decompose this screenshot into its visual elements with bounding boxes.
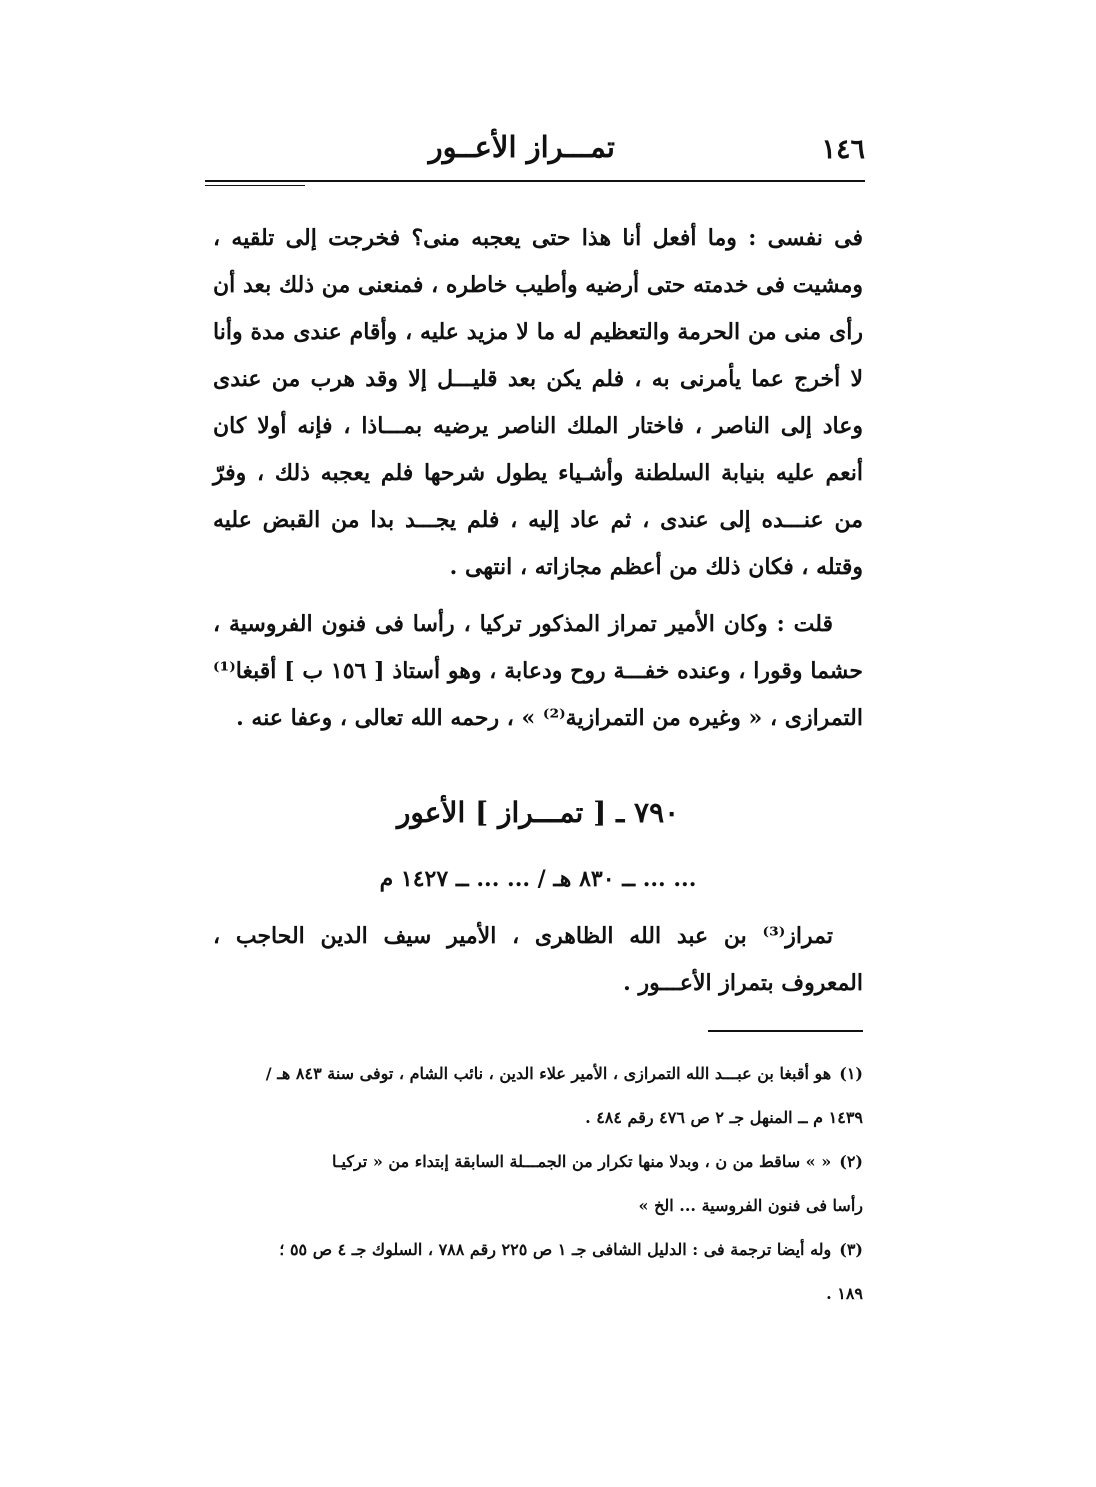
footnote-1 xyxy=(213,1052,863,1096)
footnote-3-continuation: ١٨٩ . xyxy=(826,1284,863,1303)
footnote-rule xyxy=(708,1030,863,1032)
entry-heading: ٧٩٠ ـ [ تمـــراز ] الأعور xyxy=(396,796,680,829)
entry-text: تمراز⁽³⁾ بن عبد الله الظاهرى ، الأمير سيف الدين الحاجب ، المعروف بتمراز الأعـــور . xyxy=(213,923,863,996)
paragraph-continuation: فى نفسى : وما أفعل أنا هذا حتى يعجبه منى؟ فخرجت إلى تلقيه ، ومشيت فى خدمته حتى أرضيه وأطيب خاطره ، فمنعنى من ذلك بعد أن رأى منى من الحرمة والتعظيم له ما لا مزيد عليه ، وأقام عندى مدة وأنا لا أخرج عما يأمرنى به ، فلم يكن بعد قليـــل إلا وقد هرب من عندى وعاد إلى الناصر ، فاختار الملك الناصر يرضيه بمـــاذا ، فإنه أولا كان أنعم عليه بنيابة السلطنة وأشـياء يطول شرحها فلم يعجبه ذلك ، وفرّ من عنـــده إلى عندى ، ثم عاد إليه ، فلم يجـــد بدا من القبض عليه وقتله ، فكان ذلك من أعظم مجازاته ، انتهى . xyxy=(213,225,863,580)
paragraph-commentary: قلت : وكان الأمير تمراز المذكور تركيا ، رأسا فى فنون الفروسية ، حشما وقورا ، وعنده خفـــة روح ودعابة ، وهو أستاذ [ ١٥٦ ب ] أقبغا⁽¹⁾ التمرازى ، « وغيره من التمرازية⁽²⁾ » ، رحمه الله تعالى ، وعفا عنه . xyxy=(213,611,864,731)
header-rule-accent xyxy=(205,185,305,186)
footnote-3 xyxy=(213,1228,863,1272)
footnote-text: « » ساقط من ن ، وبدلا منها تكرار من الجمـــلة السابقة إبتداء من « تركيـا xyxy=(331,1152,832,1171)
footnote-text: هو أقبغا بن عبـــد الله التمرازى ، الأمير علاء الدين ، نائب الشام ، توفى سنة ٨٤٣ هـ / xyxy=(265,1064,832,1083)
footnote-number: (٢) xyxy=(839,1152,863,1171)
footnote-number: (٣) xyxy=(839,1240,863,1259)
running-title: تمـــراز الأعــور xyxy=(428,130,615,164)
page-number: ١٤٦ xyxy=(821,134,865,165)
header-rule xyxy=(205,180,865,182)
footnote-text: وله أيضا ترجمة فى : الدليل الشافى جـ ١ ص ٢٢٥ رقم ٧٨٨ ، السلوك جـ ٤ ص ٥٥ ؛ xyxy=(279,1240,832,1259)
footnotes xyxy=(213,1052,863,1316)
footnote-2-continuation: رأسا فى فنون الفروسية ... الخ » xyxy=(638,1196,863,1215)
footnote-1-continuation: ١٤٣٩ م ــ المنهل جـ ٢ ص ٤٧٦ رقم ٤٨٤ . xyxy=(585,1108,863,1127)
entry-dates: ... ... ــ ٨٣٠ هـ / ... ... ــ ١٤٢٧ م xyxy=(379,866,697,892)
footnote-number: (١) xyxy=(839,1064,863,1083)
footnote-2 xyxy=(213,1140,863,1184)
page-header xyxy=(205,128,865,172)
